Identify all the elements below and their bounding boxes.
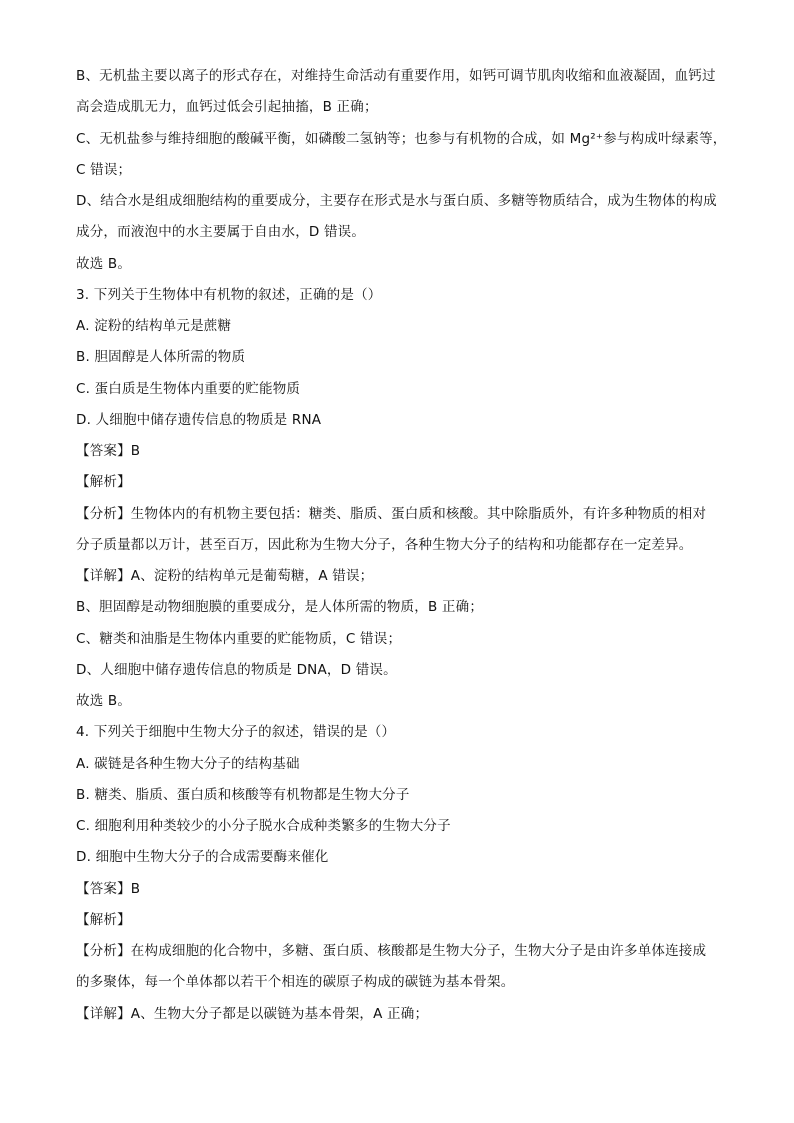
text-line: 高会造成肌无力，血钙过低会引起抽搐，B 正确； (76, 99, 378, 115)
option-c: C. 蛋白质是生物体内重要的贮能物质 (76, 381, 301, 397)
option-c: C. 细胞利用种类较少的小分子脱水合成种类繁多的生物大分子 (76, 818, 451, 834)
text-line: 成分，而液泡中的水主要属于自由水，D 错误。 (76, 224, 366, 240)
text-line: C、无机盐参与维持细胞的酸碱平衡，如磷酸二氢钠等；也参与有机物的合成，如 Mg²⁺参与构成叶绿素等， (76, 131, 727, 147)
text-line: 故选 B。 (76, 693, 132, 709)
text-line: D、人细胞中储存遗传信息的物质是 DNA，D 错误。 (76, 662, 397, 678)
text-line: B、胆固醇是动物细胞膜的重要成分，是人体所需的物质，B 正确； (76, 599, 484, 615)
question-stem: 3. 下列关于生物体中有机物的叙述，正确的是（） (76, 287, 382, 303)
text-line: 故选 B。 (76, 256, 132, 272)
text-line: D、结合水是组成细胞结构的重要成分，主要存在形式是水与蛋白质、多糖等物质结合，成为生物体的构成 (76, 193, 717, 209)
text-line: 【分析】在构成细胞的化合物中，多糖、蛋白质、核酸都是生物大分子，生物大分子是由许多单体连接成 (76, 943, 707, 959)
option-b: B. 胆固醇是人体所需的物质 (76, 349, 246, 365)
text-line: 【详解】A、生物大分子都是以碳链为基本骨架，A 正确； (76, 1006, 429, 1022)
analysis-heading: 【解析】 (76, 474, 131, 490)
answer-line: 【答案】B (76, 881, 141, 897)
text-line: C 错误； (76, 162, 132, 178)
option-b: B. 糖类、脂质、蛋白质和核酸等有机物都是生物大分子 (76, 787, 410, 803)
text-line: 分子质量都以万计，甚至百万，因此称为生物大分子，各种生物大分子的结构和功能都存在一定差异。 (76, 537, 693, 553)
text-line: 【分析】生物体内的有机物主要包括：糖类、脂质、蛋白质和核酸。其中除脂质外，有许多种物质的相对 (76, 506, 707, 522)
option-a: A. 碳链是各种生物大分子的结构基础 (76, 756, 300, 772)
option-a: A. 淀粉的结构单元是蔗糖 (76, 318, 232, 334)
text-line: C、糖类和油脂是生物体内重要的贮能物质，C 错误； (76, 631, 402, 647)
option-d: D. 人细胞中储存遗传信息的物质是 RNA (76, 412, 322, 428)
text-line: B、无机盐主要以离子的形式存在，对维持生命活动有重要作用，如钙可调节肌肉收缩和血液凝固，血钙过 (76, 68, 716, 84)
answer-line: 【答案】B (76, 443, 141, 459)
question-stem: 4. 下列关于细胞中生物大分子的叙述，错误的是（） (76, 724, 396, 740)
analysis-heading: 【解析】 (76, 912, 131, 928)
option-d: D. 细胞中生物大分子的合成需要酶来催化 (76, 849, 329, 865)
text-line: 的多聚体，每一个单体都以若干个相连的碳原子构成的碳链为基本骨架。 (76, 974, 515, 990)
text-line: 【详解】A、淀粉的结构单元是葡萄糖，A 错误； (76, 568, 374, 584)
